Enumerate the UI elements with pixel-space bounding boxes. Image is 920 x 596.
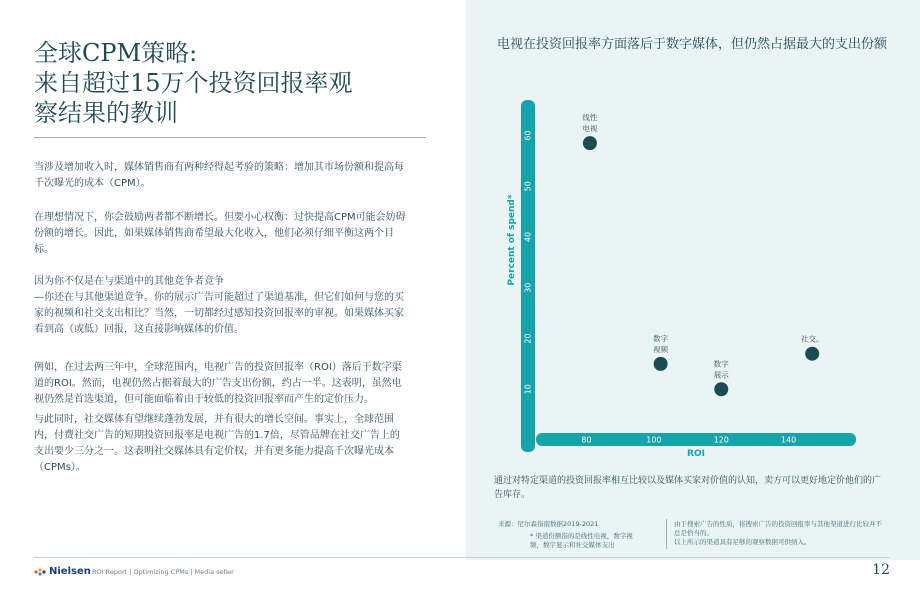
data-point <box>654 357 668 371</box>
x-tick-label: 140 <box>780 435 797 445</box>
y-axis-label: Percent of spend* <box>507 194 517 286</box>
page-title <box>34 38 434 128</box>
scatter-chart <box>500 90 890 460</box>
paragraph-1: 当涉及增加收入时，媒体销售商有两种经得起考验的策略：增加其市场份额和提高每千次曝光的成本（CPM）。 <box>34 162 404 189</box>
footer-divider <box>34 557 890 558</box>
title-line-1: 全球CPM策略: <box>34 39 198 67</box>
title-divider <box>34 137 426 138</box>
footnote-divider <box>666 519 667 549</box>
paragraph-2: 在理想情况下，你会鼓励两者都不断增长。但要小心权衡：过快提高CPM可能会妨碍份额的增长。因此，如果媒体销售商希望最大化收入，他们必须仔细平衡这两个目标。 <box>34 212 406 255</box>
paragraph-3-body: —你还在与其他渠道竞争。你的展示广告可能超过了渠道基准，但它们如何与您的买家的视频和社交支出相比？当然，一切都经过感知投资回报率的审视。如果媒体买家看到高（或低）回报，这直接影响媒体的价值。 <box>34 292 404 335</box>
y-tick-label: 40 <box>523 231 533 243</box>
brand-name: Nielsen <box>49 566 91 577</box>
paragraph-3 <box>34 274 406 338</box>
source-note: 来源：尼尔森指南数据2019-2021 <box>498 520 599 528</box>
x-tick-label: 80 <box>581 435 592 445</box>
footer-text: ROI Report | Optimizing CPMs | Media seller <box>92 568 234 576</box>
footnote-right <box>674 520 884 547</box>
paragraph-3-lead: 因为你不仅是在与渠道中的其他竞争者竞争 <box>34 276 224 287</box>
data-point <box>583 136 597 150</box>
x-tick-label: 120 <box>713 435 729 445</box>
point-label: 社交。 <box>800 334 824 344</box>
spend-footnote: * 渠道份额指的是线性电视，数字视频，数字显示和社交媒体支出 <box>530 532 633 549</box>
y-axis-band <box>521 100 535 452</box>
paragraph-4: 例如，在过去两三年中，全球范围内，电视广告的投资回报率（ROI）落后于数字渠道的ROI。然而，电视仍然占据着最大的广告支出份额，约占一半。这表明，虽然电视仍然是首选渠道，但可能面临着由于较低的投资回报率而产生的定价压力。 <box>34 362 402 405</box>
footnote-right-1: 由于搜索广告的性质，将搜索广告的投资回报率与其他渠道进行比较并不总是恰当的。 <box>674 520 882 537</box>
x-axis-label: ROI <box>687 449 705 459</box>
point-label: 线性电视 <box>582 113 598 134</box>
y-tick-label: 30 <box>523 282 533 293</box>
paragraph-5: 与此同时，社交媒体有望继续蓬勃发展，并有很大的增长空间。事实上，全球范围内，付费社交广告的短期投资回报率是电视广告的1.7倍，尽管品牌在社交广告上的支出要少三分之一。这表明社交媒体具有定价权，并有更多能力提高千次曝光成本（CPMs）。 <box>34 414 400 473</box>
data-point <box>805 347 819 361</box>
nielsen-logo-icon <box>34 567 46 577</box>
footnote-box <box>494 516 889 550</box>
point-label: 数字视频 <box>653 333 669 354</box>
data-point <box>714 382 728 396</box>
y-tick-label: 50 <box>523 181 533 192</box>
chart-title: 电视在投资回报率方面落后于数字媒体，但仍然占据最大的支出份额 <box>497 37 888 52</box>
nielsen-logo <box>34 566 91 577</box>
point-label: 数字展示 <box>713 359 729 380</box>
footnote-right-2: 以上所示的渠道具有足够的观察数据可供纳入。 <box>674 538 811 546</box>
title-line-3: 察结果的教训 <box>34 99 178 127</box>
y-tick-label: 10 <box>523 384 533 395</box>
chart-caption: 通过对特定渠道的投资回报率相互比较以及媒体买家对价值的认知，卖方可以更好地定价他们的广告库存。 <box>494 476 882 500</box>
title-line-2: 来自超过15万个投资回报率观 <box>34 69 353 97</box>
y-tick-label: 60 <box>523 130 533 141</box>
y-tick-label: 20 <box>523 333 533 344</box>
page-number: 12 <box>872 562 890 578</box>
x-tick-label: 100 <box>646 435 662 445</box>
